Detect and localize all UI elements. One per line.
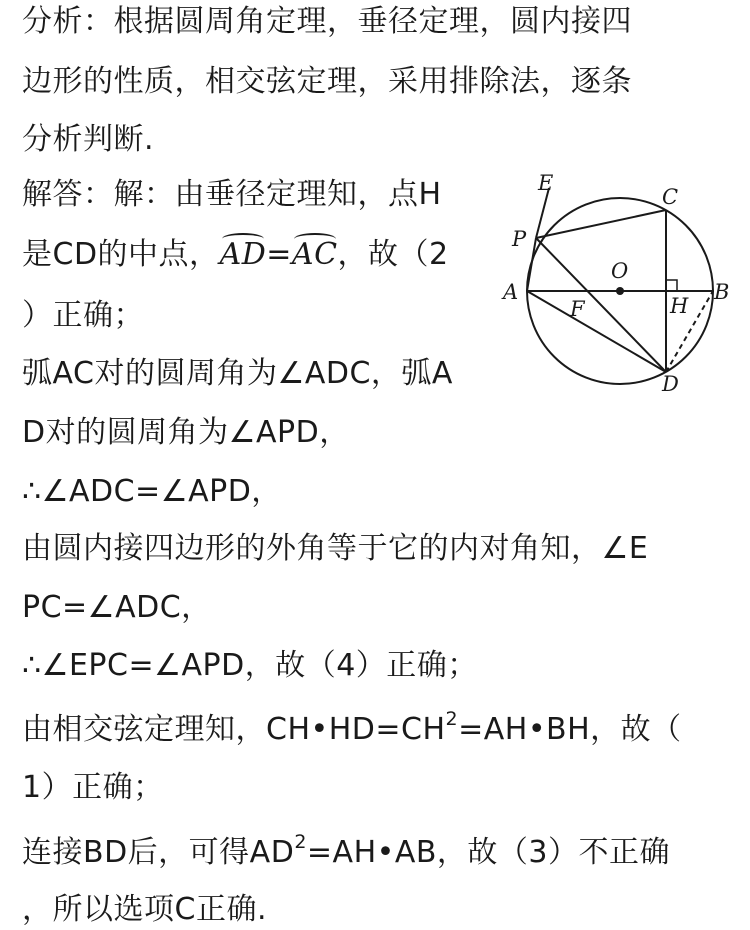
answer-line-3: ）正确； (22, 298, 144, 333)
answer-line-10-start: 由相交弦定理知，CH•HD=CH (22, 712, 446, 747)
right-angle-mark (666, 280, 677, 291)
answer-line-1: 解答：解：由垂径定理知，点H (22, 177, 442, 212)
center-point-o (616, 287, 624, 295)
label-p: P (512, 227, 527, 251)
answer-line-10 (22, 710, 682, 750)
analysis-line-3: 分析判断. (22, 122, 155, 157)
answer-line-13: ，所以选项C正确. (22, 892, 267, 927)
arc-ad: AD (220, 235, 267, 275)
circle-geometry-figure (498, 168, 738, 393)
answer-line-9: ∴∠EPC=∠APD，故（4）正确； (22, 648, 478, 683)
answer-line-4: 弧AC对的圆周角为∠ADC，弧A (22, 356, 453, 391)
segment-ad (527, 291, 666, 372)
answer-line-8: PC=∠ADC， (22, 590, 212, 625)
superscript-2: 2 (294, 831, 307, 853)
segment-pd (536, 238, 666, 372)
answer-line-12-end: =AH•AB，故（3）不正确 (306, 835, 671, 870)
answer-line-2-end: ，故（2 (337, 237, 449, 272)
answer-line-5: D对的圆周角为∠APD， (22, 415, 350, 450)
answer-line-2 (22, 235, 449, 275)
label-c: C (662, 185, 679, 209)
label-d: D (662, 372, 679, 393)
arc-ac: AC (292, 235, 338, 275)
superscript-2: 2 (445, 708, 459, 730)
answer-line-2-start: 是CD的中点， (22, 237, 220, 272)
segment-ap (527, 238, 536, 291)
answer-line-12 (22, 833, 670, 873)
label-o: O (611, 259, 629, 283)
answer-line-11: 1）正确； (22, 770, 164, 805)
analysis-line-2: 边形的性质，相交弦定理，采用排除法，逐条 (22, 64, 632, 99)
label-b: B (714, 280, 730, 304)
analysis-line-1: 分析：根据圆周角定理，垂径定理，圆内接四 (22, 4, 632, 39)
answer-line-10-end: =AH•BH，故（ (458, 712, 682, 747)
answer-line-12-start: 连接BD后，可得AD (22, 835, 295, 870)
label-a: A (503, 280, 519, 304)
equals-sign: = (266, 237, 292, 272)
label-f: F (570, 297, 585, 321)
answer-line-6: ∴∠ADC=∠APD， (22, 474, 282, 509)
segment-pe (536, 188, 549, 238)
answer-line-7: 由圆内接四边形的外角等于它的内对角知，∠E (22, 531, 649, 566)
label-h: H (670, 294, 689, 318)
label-e: E (538, 171, 554, 195)
